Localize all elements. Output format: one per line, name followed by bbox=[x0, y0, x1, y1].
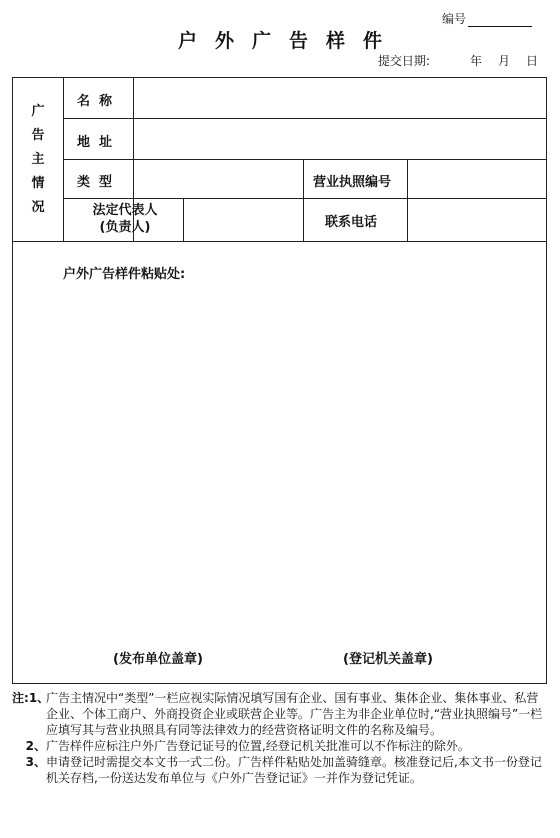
name-label: 名 称 bbox=[77, 94, 113, 109]
row-divider bbox=[63, 159, 546, 160]
column-divider bbox=[183, 198, 184, 241]
advertiser-section bbox=[13, 78, 546, 242]
legal-representative-label: 法定代表人 (负责人) bbox=[92, 203, 158, 235]
serial-field[interactable] bbox=[468, 13, 532, 27]
submit-date-label: 提交日期: bbox=[377, 54, 430, 68]
form-title: 户外广告样件 bbox=[177, 30, 400, 52]
note-item: 3、 申请登记时需提交本文书一式二份。广告样件粘贴处加盖骑缝章。核准登记后,本文书一份登记机关存档,一份送达发布单位与《户外广告登记证》一并作为登记凭证。 bbox=[12, 754, 548, 786]
column-divider bbox=[407, 159, 408, 241]
license-number-field[interactable] bbox=[409, 162, 545, 196]
note-text: 申请登记时需提交本文书一式二份。广告样件粘贴处加盖骑缝章。核准登记后,本文书一份登记机关存档,一份送达发布单位与《户外广告登记证》一并作为登记凭证。 bbox=[46, 755, 542, 785]
submit-date bbox=[378, 52, 538, 69]
notes-prefix: 注: bbox=[12, 691, 29, 705]
sample-paste-area[interactable] bbox=[33, 288, 528, 638]
advertiser-section-title: 广 告 主 情 况 bbox=[13, 78, 64, 241]
type-label: 类 型 bbox=[77, 175, 113, 190]
phone-label: 联系电话 bbox=[325, 215, 378, 230]
note-text: 广告主情况中“类型”一栏应视实际情况填写国有企业、国有事业、集体企业、集体事业、私营企业、个体工商户、外商投资企业或联营企业等。广告主为非企业单位时,“营业执照编号”一栏应填写其与营业执照具有同等法律效力的经营资格证明文件的名称及编号。 bbox=[46, 691, 543, 737]
column-divider bbox=[303, 159, 304, 241]
row-divider bbox=[63, 118, 546, 119]
sample-paste-label: 户外广告样件粘贴处: bbox=[63, 267, 186, 282]
note-item: 注:1、 广告主情况中“类型”一栏应视实际情况填写国有企业、国有事业、集体企业、集体事业、私营企业、个体工商户、外商投资企业或联营企业等。广告主为非企业单位时,“营业执照编号”一栏应填写其与营业执照具有同等法律效力的经营资格证明文件的名称及编号。 bbox=[12, 690, 548, 738]
phone-field[interactable] bbox=[409, 201, 545, 239]
publisher-seal-label: (发布单位盖章) bbox=[113, 652, 203, 667]
date-day: 日 bbox=[525, 54, 538, 68]
license-number-label: 营业执照编号 bbox=[313, 175, 392, 190]
address-field[interactable] bbox=[135, 121, 545, 157]
address-label: 地 址 bbox=[77, 135, 113, 150]
type-field[interactable] bbox=[135, 162, 301, 196]
serial-number bbox=[442, 10, 532, 27]
notes-section bbox=[12, 690, 548, 786]
note-text: 广告样件应标注户外广告登记证号的位置,经登记机关批准可以不作标注的除外。 bbox=[46, 739, 470, 753]
date-month: 月 bbox=[497, 54, 510, 68]
date-year: 年 bbox=[469, 54, 482, 68]
form-frame bbox=[12, 77, 547, 684]
note-item: 2、 广告样件应标注户外广告登记证号的位置,经登记机关批准可以不作标注的除外。 bbox=[12, 738, 548, 754]
name-field[interactable] bbox=[135, 80, 545, 116]
registry-seal-label: (登记机关盖章) bbox=[343, 652, 433, 667]
serial-label: 编号 bbox=[442, 12, 467, 26]
row-divider bbox=[63, 198, 546, 199]
legal-representative-field[interactable] bbox=[185, 201, 301, 239]
